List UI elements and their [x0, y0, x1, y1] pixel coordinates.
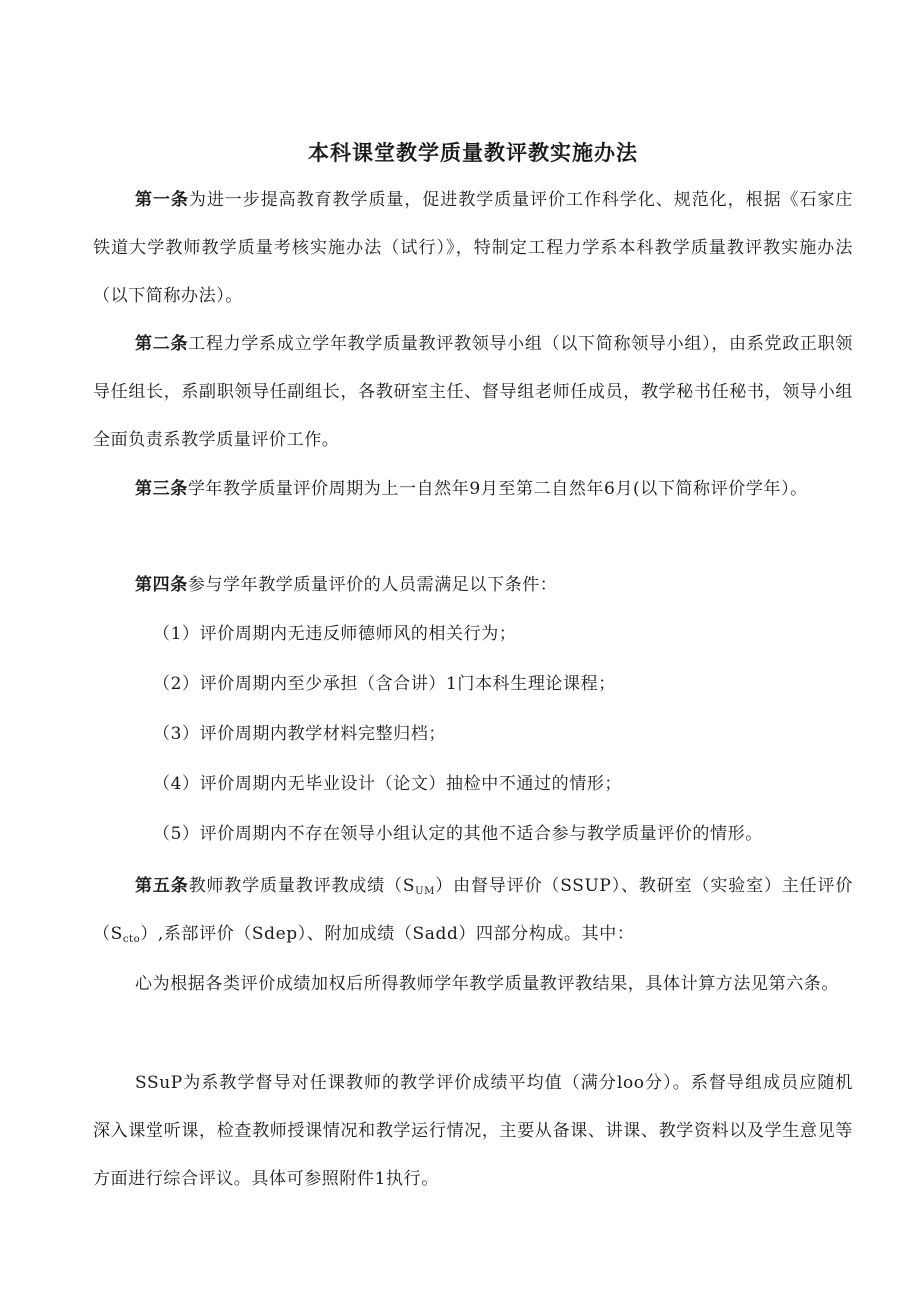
paragraph-ssup: SSuP为系教学督导对任课教师的教学评价成绩平均值（满分loo分）。系督导组成员应随机深入课堂听课，检查教师授课情况和教学运行情况，主要从备课、讲课、教学资料以及学生意见等方面进行综合评议。具体可参照附件1执行。	[93, 1073, 853, 1189]
article-5-text-b: ）由督导评价（SSUP）、教研室（实验室）主任评价（S	[93, 876, 853, 944]
condition-item: （1）评价周期内无违反师德师风的相关行为；	[153, 624, 517, 644]
subscript-um: UM	[415, 886, 436, 897]
article-2-text: 工程力学系成立学年教学质量教评教领导小组（以下简称领导小组），由系党政正职领导任组长，系副职领导任副组长，各教研室主任、督导组老师任成员，教学秘书任秘书，领导小组全面负责系教学质量评价工作。	[93, 334, 853, 450]
article-5	[93, 862, 853, 958]
condition-item: （4）评价周期内无毕业设计（论文）抽检中不通过的情形；	[153, 774, 623, 794]
article-1-text: 为进一步提高教育教学质量，促进教学质量评价工作科学化、规范化，根据《石家庄铁道大学教师教学质量考核实施办法（试行）》，特制定工程力学系本科教学质量教评教实施办法（以下简称办法）。	[93, 190, 853, 306]
article-3-text: 学年教学质量评价周期为上一自然年9月至第二自然年6月(以下简称评价学年）。	[187, 479, 808, 499]
condition-item: （2）评价周期内至少承担（含合讲）1门本科生理论课程；	[153, 674, 616, 694]
article-4	[93, 561, 853, 609]
article-5-text-c: ）,系部评价（Sdep）、附加成绩（Sadd）四部分构成。其中：	[140, 924, 635, 944]
article-2-label: 第二条	[135, 334, 189, 354]
document-title: 本科课堂教学质量教评教实施办法	[308, 141, 638, 165]
paragraph-total-score: 心为根据各类评价成绩加权后所得教师学年教学质量教评教结果，具体计算方法见第六条。	[135, 974, 839, 994]
article-5-label: 第五条	[135, 876, 189, 896]
article-3	[93, 465, 853, 513]
article-4-label: 第四条	[135, 575, 188, 595]
condition-item: （3）评价周期内教学材料完整归档；	[153, 724, 447, 744]
article-3-label: 第三条	[135, 479, 188, 499]
condition-item: （5）评价周期内不存在领导小组认定的其他不适合参与教学质量评价的情形。	[153, 824, 763, 844]
article-1-label: 第一条	[135, 190, 189, 210]
article-2	[93, 320, 853, 464]
article-4-text: 参与学年教学质量评价的人员需满足以下条件：	[187, 575, 558, 595]
article-5-text-a: 教师教学质量教评教成绩（S	[188, 876, 416, 896]
article-1	[93, 176, 853, 320]
subscript-cto: cto	[122, 934, 141, 945]
